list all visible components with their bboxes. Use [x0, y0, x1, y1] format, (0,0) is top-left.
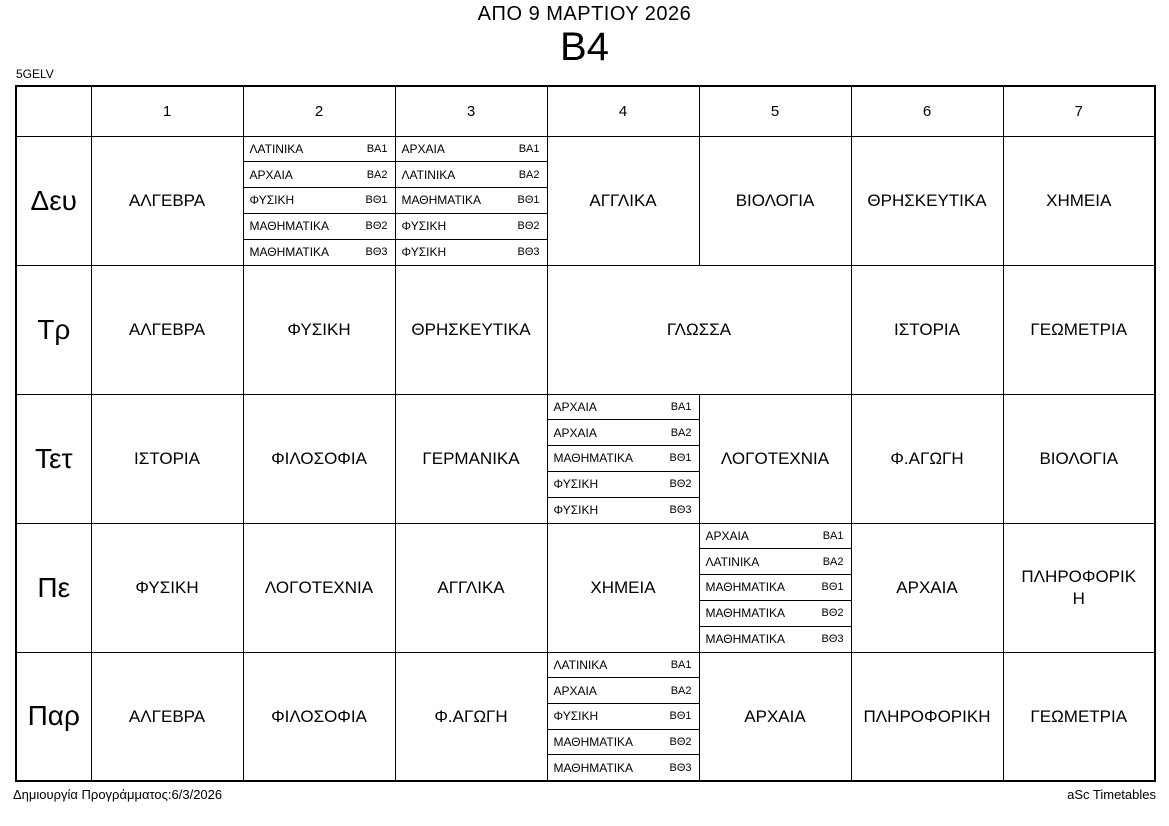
lesson-cell: ΦΙΛΟΣΟΦΙΑ	[243, 394, 395, 523]
split-lesson-cell	[699, 523, 851, 652]
group-code-label: ΒΘ2	[669, 735, 692, 748]
period-header-2: 2	[243, 86, 395, 136]
group-lesson-subject: ΑΡΧΑΙΑ	[553, 425, 597, 440]
split-lesson-cell	[547, 394, 699, 523]
group-lesson-subject: ΜΑΘΗΜΑΤΙΚΑ	[705, 580, 786, 595]
group-lesson-subject: ΛΑΤΙΝΙΚΑ	[249, 141, 304, 156]
group-lesson-stack	[548, 395, 699, 523]
lesson-cell: ΦΥΣΙΚΗ	[243, 265, 395, 394]
group-code-label: ΒΘ1	[365, 194, 388, 207]
period-header-1: 1	[91, 86, 243, 136]
group-lesson-subject: ΜΑΘΗΜΑΤΙΚΑ	[401, 193, 482, 208]
day-label-Παρ: Παρ	[16, 652, 91, 781]
day-label-Τετ: Τετ	[16, 394, 91, 523]
group-code-label: ΒΘ1	[821, 581, 844, 594]
group-code-label: ΒΑ1	[670, 658, 692, 671]
asc-timetables-label: aSc Timetables	[1067, 787, 1156, 802]
lesson-cell: ΛΟΓΟΤΕΧΝΙΑ	[243, 523, 395, 652]
timetable-code-label: 5GELV	[16, 67, 54, 81]
creation-date-label: Δημιουργία Προγράμματος:6/3/2026	[13, 787, 223, 802]
group-lesson-subject: ΦΥΣΙΚΗ	[249, 193, 295, 208]
group-lesson-row	[396, 137, 547, 163]
lesson-cell: Φ.ΑΓΩΓΗ	[395, 652, 547, 781]
period-header-7: 7	[1003, 86, 1155, 136]
group-code-label: ΒΘ1	[669, 710, 692, 723]
lesson-cell: Φ.ΑΓΩΓΗ	[851, 394, 1003, 523]
group-lesson-subject: ΑΡΧΑΙΑ	[553, 399, 597, 414]
group-lesson-row	[244, 188, 395, 214]
group-lesson-stack	[700, 524, 851, 652]
schedule-start-date-title: ΑΠΟ 9 ΜΑΡΤΙΟΥ 2026	[477, 3, 692, 25]
group-code-label: ΒΘ2	[517, 220, 540, 233]
period-header-3: 3	[395, 86, 547, 136]
lesson-cell: ΓΕΩΜΕΤΡΙΑ	[1003, 652, 1155, 781]
group-code-label: ΒΘ3	[365, 246, 388, 259]
lesson-cell: ΓΕΡΜΑΝΙΚΑ	[395, 394, 547, 523]
group-lesson-row	[244, 137, 395, 163]
day-label-Τρ: Τρ	[16, 265, 91, 394]
group-code-label: ΒΑ2	[670, 684, 692, 697]
group-lesson-row	[700, 575, 851, 601]
group-lesson-subject: ΦΥΣΙΚΗ	[401, 245, 447, 260]
group-code-label: ΒΑ1	[518, 142, 540, 155]
lesson-cell: ΦΙΛΟΣΟΦΙΑ	[243, 652, 395, 781]
group-lesson-row	[548, 755, 699, 780]
group-lesson-row	[548, 472, 699, 498]
timetable-grid	[15, 85, 1156, 782]
group-code-label: ΒΘ3	[517, 246, 540, 259]
group-lesson-subject: ΜΑΘΗΜΑΤΙΚΑ	[553, 760, 634, 775]
group-code-label: ΒΘ3	[669, 761, 692, 774]
group-lesson-row	[396, 214, 547, 240]
lesson-cell: ΛΟΓΟΤΕΧΝΙΑ	[699, 394, 851, 523]
group-code-label: ΒΘ3	[669, 504, 692, 517]
group-code-label: ΒΑ1	[366, 142, 388, 155]
group-code-label: ΒΘ1	[669, 452, 692, 465]
lesson-cell: ΑΓΓΛΙΚΑ	[395, 523, 547, 652]
group-code-label: ΒΑ2	[670, 426, 692, 439]
lesson-cell: ΦΥΣΙΚΗ	[91, 523, 243, 652]
day-row-Παρ	[16, 652, 1155, 781]
day-row-Τρ	[16, 265, 1155, 394]
group-lesson-subject: ΦΥΣΙΚΗ	[553, 709, 599, 724]
period-header-6: 6	[851, 86, 1003, 136]
group-lesson-row	[396, 188, 547, 214]
group-lesson-subject: ΛΑΤΙΝΙΚΑ	[705, 554, 760, 569]
split-lesson-cell	[395, 136, 547, 265]
lesson-cell: ΒΙΟΛΟΓΙΑ	[1003, 394, 1155, 523]
group-lesson-row	[548, 653, 699, 679]
lesson-cell: ΠΛΗΡΟΦΟΡΙΚΗ	[1003, 523, 1155, 652]
split-lesson-cell	[547, 652, 699, 781]
period-header-4: 4	[547, 86, 699, 136]
group-lesson-row	[396, 240, 547, 265]
group-lesson-stack	[396, 137, 547, 265]
day-label-Πε: Πε	[16, 523, 91, 652]
group-lesson-subject: ΜΑΘΗΜΑΤΙΚΑ	[705, 632, 786, 647]
day-row-Πε	[16, 523, 1155, 652]
group-lesson-subject: ΑΡΧΑΙΑ	[705, 528, 749, 543]
lesson-cell: ΑΡΧΑΙΑ	[699, 652, 851, 781]
group-lesson-row	[700, 524, 851, 550]
group-code-label: ΒΑ1	[670, 400, 692, 413]
group-lesson-row	[548, 446, 699, 472]
group-lesson-subject: ΜΑΘΗΜΑΤΙΚΑ	[705, 606, 786, 621]
group-code-label: ΒΘ2	[821, 607, 844, 620]
group-lesson-row	[548, 704, 699, 730]
lesson-cell: ΑΛΓΕΒΡΑ	[91, 265, 243, 394]
lesson-cell: ΙΣΤΟΡΙΑ	[851, 265, 1003, 394]
group-lesson-subject: ΦΥΣΙΚΗ	[553, 503, 599, 518]
group-code-label: ΒΘ2	[365, 220, 388, 233]
lesson-cell: ΧΗΜΕΙΑ	[1003, 136, 1155, 265]
group-lesson-row	[700, 549, 851, 575]
group-code-label: ΒΑ2	[518, 168, 540, 181]
lesson-cell: ΙΣΤΟΡΙΑ	[91, 394, 243, 523]
group-code-label: ΒΘ3	[821, 633, 844, 646]
group-lesson-row	[700, 627, 851, 652]
lesson-cell: ΘΡΗΣΚΕΥΤΙΚΑ	[851, 136, 1003, 265]
group-lesson-subject: ΑΡΧΑΙΑ	[249, 167, 293, 182]
day-label-Δευ: Δευ	[16, 136, 91, 265]
group-lesson-subject: ΑΡΧΑΙΑ	[553, 683, 597, 698]
day-row-Τετ	[16, 394, 1155, 523]
group-lesson-row	[396, 162, 547, 188]
group-lesson-subject: ΛΑΤΙΝΙΚΑ	[553, 657, 608, 672]
day-row-Δευ	[16, 136, 1155, 265]
lesson-cell: ΑΓΓΛΙΚΑ	[547, 136, 699, 265]
group-code-label: ΒΘ1	[517, 194, 540, 207]
group-lesson-subject: ΛΑΤΙΝΙΚΑ	[401, 167, 456, 182]
group-code-label: ΒΑ2	[822, 555, 844, 568]
period-header-5: 5	[699, 86, 851, 136]
lesson-cell: ΓΕΩΜΕΤΡΙΑ	[1003, 265, 1155, 394]
period-header-row	[16, 86, 1155, 136]
group-lesson-row	[548, 730, 699, 756]
group-lesson-subject: ΦΥΣΙΚΗ	[401, 219, 447, 234]
group-code-label: ΒΘ2	[669, 478, 692, 491]
group-lesson-row	[244, 240, 395, 265]
lesson-cell: ΒΙΟΛΟΓΙΑ	[699, 136, 851, 265]
group-lesson-subject: ΜΑΘΗΜΑΤΙΚΑ	[553, 734, 634, 749]
corner-cell	[16, 86, 91, 136]
group-lesson-row	[700, 601, 851, 627]
lesson-cell: ΓΛΩΣΣΑ	[547, 265, 851, 394]
group-lesson-stack	[548, 653, 699, 781]
group-lesson-subject: ΜΑΘΗΜΑΤΙΚΑ	[249, 245, 330, 260]
group-code-label: ΒΑ1	[822, 529, 844, 542]
lesson-cell: ΧΗΜΕΙΑ	[547, 523, 699, 652]
lesson-cell: ΑΡΧΑΙΑ	[851, 523, 1003, 652]
group-lesson-row	[548, 395, 699, 421]
group-code-label: ΒΑ2	[366, 168, 388, 181]
group-lesson-subject: ΜΑΘΗΜΑΤΙΚΑ	[553, 451, 634, 466]
lesson-cell: ΘΡΗΣΚΕΥΤΙΚΑ	[395, 265, 547, 394]
lesson-cell: ΑΛΓΕΒΡΑ	[91, 136, 243, 265]
group-lesson-row	[548, 420, 699, 446]
group-lesson-subject: ΦΥΣΙΚΗ	[553, 477, 599, 492]
group-lesson-row	[548, 498, 699, 523]
group-lesson-subject: ΑΡΧΑΙΑ	[401, 141, 445, 156]
lesson-cell: ΑΛΓΕΒΡΑ	[91, 652, 243, 781]
group-lesson-stack	[244, 137, 395, 265]
class-name-title: Β4	[560, 25, 609, 69]
group-lesson-subject: ΜΑΘΗΜΑΤΙΚΑ	[249, 219, 330, 234]
group-lesson-row	[548, 678, 699, 704]
group-lesson-row	[244, 214, 395, 240]
split-lesson-cell	[243, 136, 395, 265]
lesson-cell: ΠΛΗΡΟΦΟΡΙΚΗ	[851, 652, 1003, 781]
group-lesson-row	[244, 162, 395, 188]
